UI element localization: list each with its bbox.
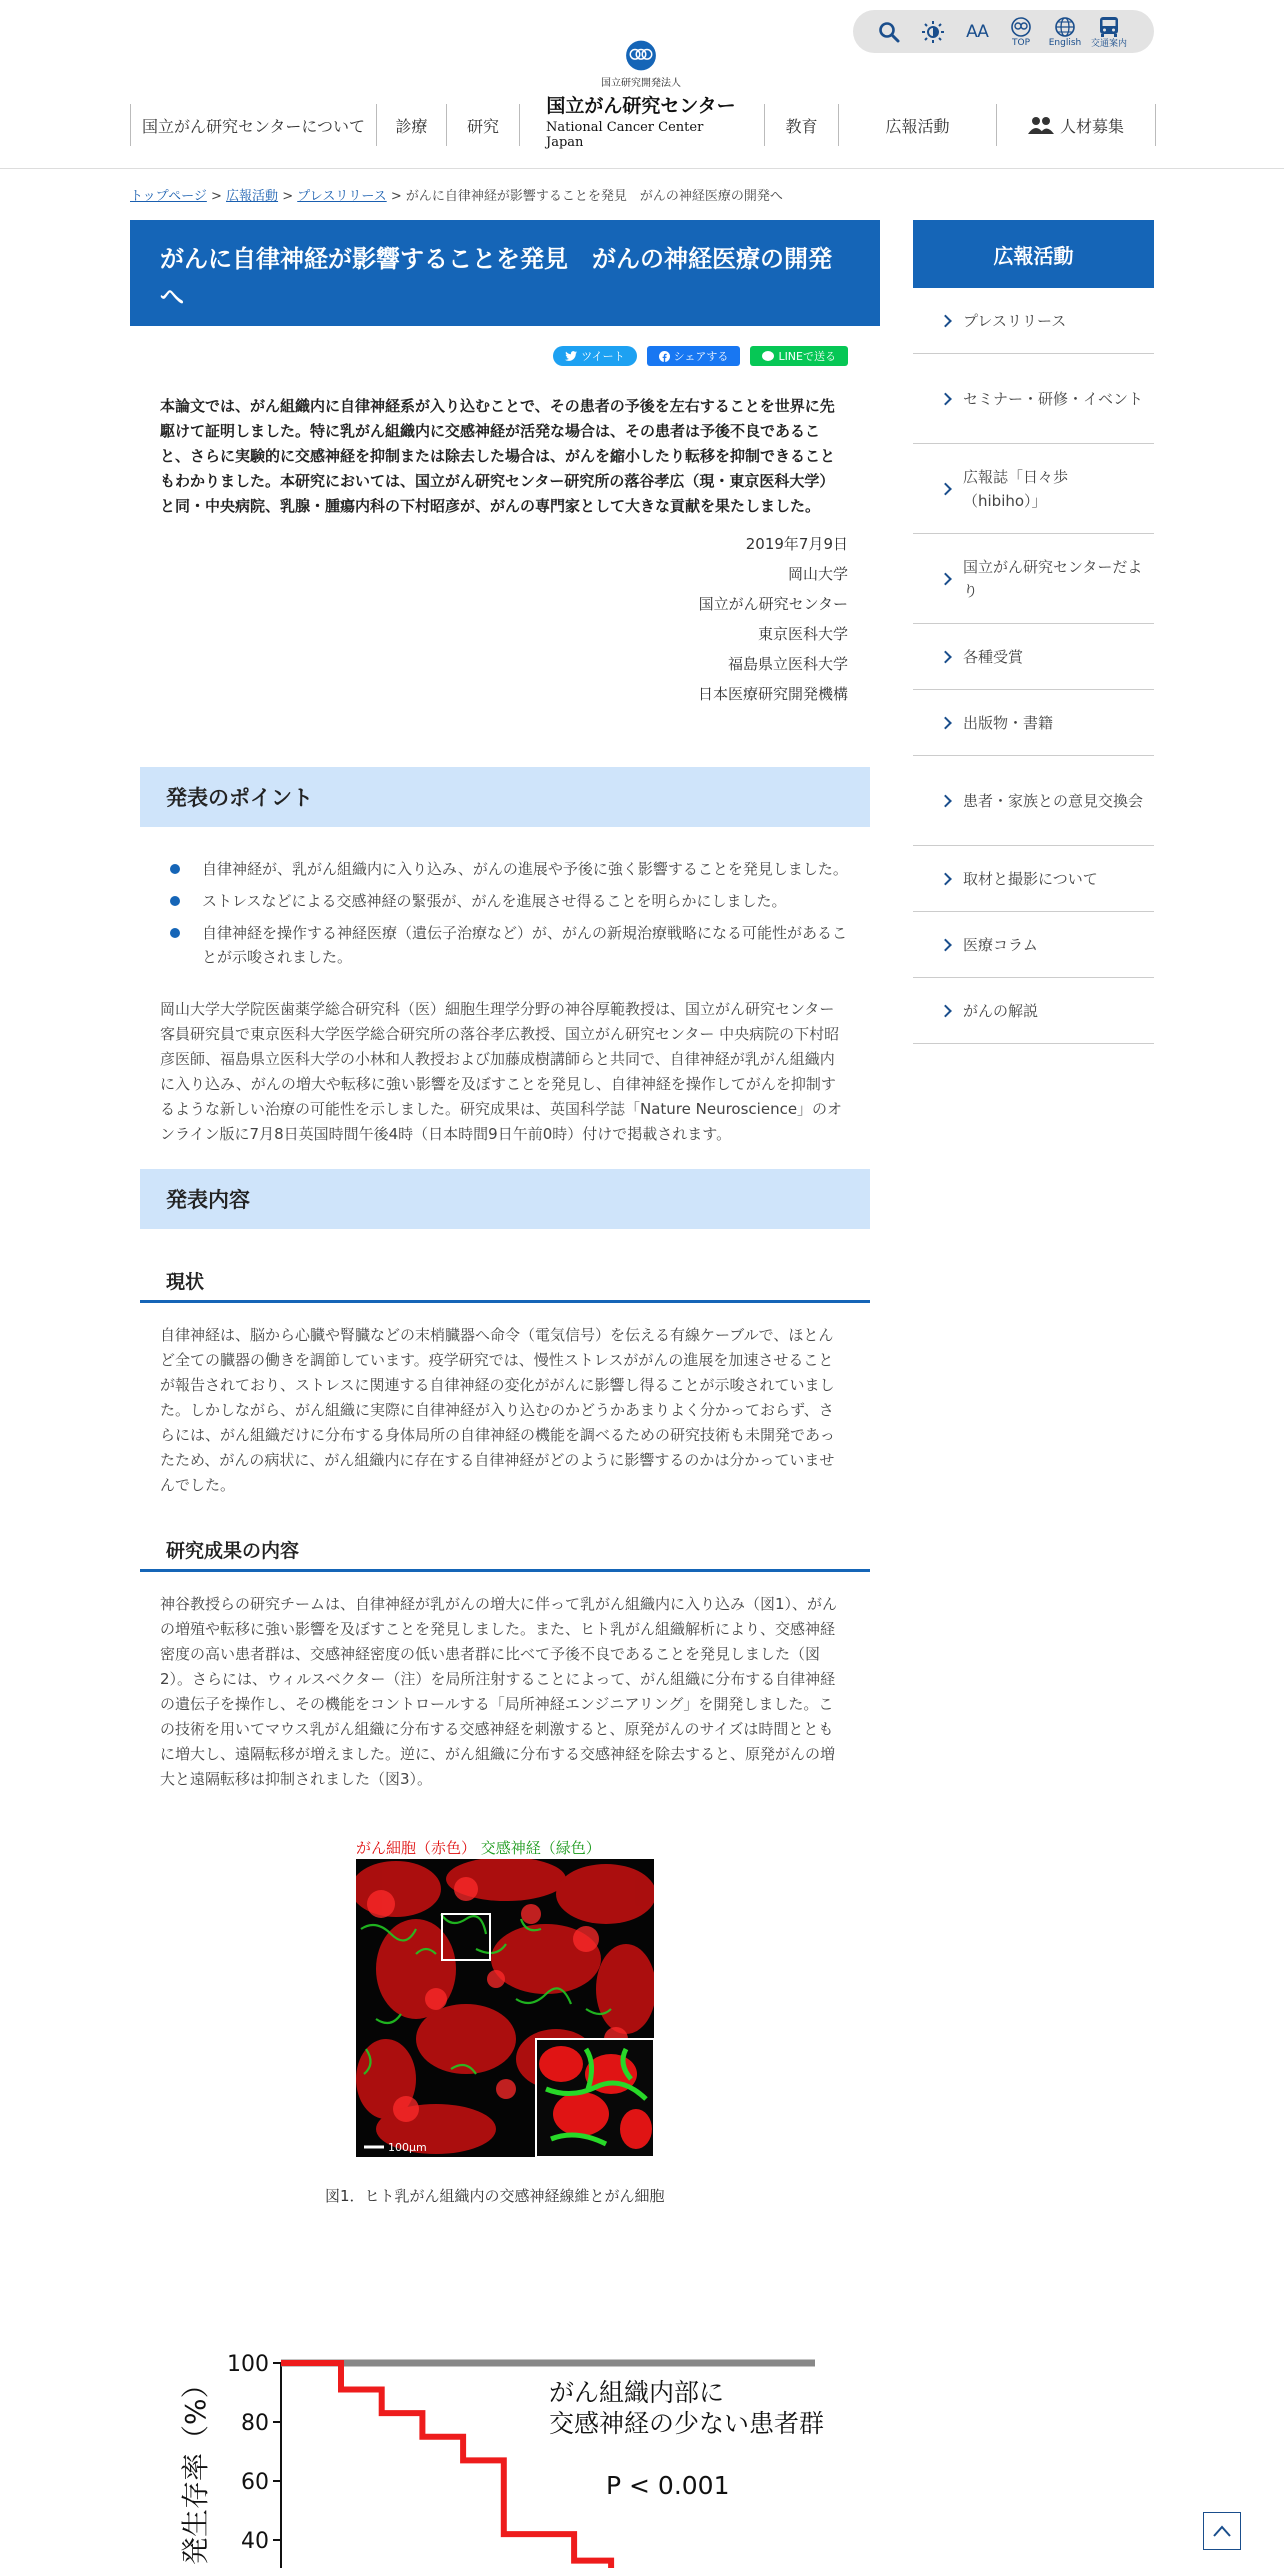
contrast-icon: [921, 20, 945, 44]
chart-legend-line1: がん組織内部に: [549, 2378, 725, 2407]
english-label: English: [1048, 37, 1082, 48]
release-date: 2019年7月9日: [745, 535, 848, 553]
page-title: がんに自律神経が影響することを発見 がんの神経医療の開発へ: [130, 220, 880, 326]
page-top-button[interactable]: [1203, 2512, 1241, 2550]
chart-p-value: P < 0.001: [606, 2471, 730, 2500]
sidebar: [913, 220, 1154, 1044]
access-link[interactable]: [1087, 10, 1131, 53]
sidebar-item-column[interactable]: 医療コラム: [913, 912, 1154, 978]
nav-research[interactable]: 研究: [446, 104, 520, 146]
survival-chart: [165, 2330, 885, 2568]
facebook-icon: [659, 351, 670, 362]
breadcrumb-home[interactable]: トップページ: [130, 189, 207, 204]
share-buttons: [130, 346, 880, 366]
logo-mark-icon: [613, 40, 669, 71]
site-logo[interactable]: [546, 40, 736, 150]
breadcrumb-current: がんに自律神経が影響することを発見 がんの神経医療の開発へ: [405, 189, 783, 204]
status-text: 自律神経は、脳から心臓や腎臓などの末梢臓器へ命令（電気信号）を伝える有線ケーブルで、ほとんど全ての臓器の働きを調節しています。疫学研究では、慢性ストレスががんの進展を加速させることが報告されており、ストレスに関連する自律神経の変化ががんに影響し得ることが示唆されていました。しかしながら、がん組織に実際に自律神経が入り込むのかどうかあまりよく分かっておらず、さらには、がん組織だけに分布する身体局所の自律神経の機能を調べるための研究技術も未開発であったため、がんの病状に、がん組織内に存在する自律神経がどのように影響するのかは分かっていませんでした。: [160, 1326, 835, 1494]
y-tick-label: 100: [227, 2352, 269, 2377]
list-item: 自律神経が、乳がん組織内に入り込み、がんの進展や予後に強く影響することを発見しました。: [170, 857, 848, 881]
access-label: 交通案内: [1090, 38, 1127, 49]
people-icon: [1028, 116, 1054, 134]
org-name: 岡山大学: [787, 565, 848, 583]
y-axis-label: 発生存率（%）: [179, 2370, 212, 2565]
status-heading: 現状: [140, 1267, 870, 1303]
font-size-button[interactable]: [955, 10, 999, 53]
logo-sub: 国立研究開発法人: [601, 78, 681, 89]
header-divider: [0, 168, 1284, 169]
facebook-label: シェアする: [673, 350, 729, 363]
top-label: TOP: [1011, 37, 1030, 48]
figure-1-label-red: がん細胞（赤色）: [356, 1839, 477, 1857]
main-content: [130, 220, 880, 2217]
breadcrumb-press[interactable]: プレスリリース: [297, 189, 387, 204]
logo-en: National Cancer Center Japan: [546, 120, 704, 150]
chart-legend-line2: 交感神経の少ない患者群: [549, 2409, 825, 2438]
org-name: 国立がん研究センター: [698, 595, 848, 613]
sidebar-item-patient-dialogue[interactable]: 患者・家族との意見交換会: [913, 756, 1154, 846]
facebook-share-button[interactable]: [647, 346, 741, 366]
tweet-button[interactable]: [553, 346, 636, 366]
content-heading: 発表内容: [140, 1169, 870, 1229]
globe-icon: [1054, 16, 1076, 38]
figure-1-labels: [356, 1837, 601, 1858]
y-tick-label: 60: [241, 2470, 269, 2495]
breadcrumb-sep: >: [390, 189, 402, 204]
release-orgs: [130, 529, 848, 709]
points-heading: 発表のポイント: [140, 767, 870, 827]
nav-recruit[interactable]: [996, 104, 1156, 146]
sidebar-heading: 広報活動: [913, 220, 1154, 288]
sidebar-item-media[interactable]: 取材と撮影について: [913, 846, 1154, 912]
list-item: 自律神経を操作する神経医療（遺伝子治療など）が、がんの新規治療戦略になる可能性があることが示唆されました。: [170, 921, 848, 969]
english-link[interactable]: [1043, 10, 1087, 53]
global-nav-right: [764, 104, 1156, 146]
figure-1-caption: 図1．ヒト乳がん組織内の交感神経線維とがん細胞: [325, 2187, 665, 2205]
sidebar-item-cancer-info[interactable]: がんの解説: [913, 978, 1154, 1044]
global-nav-left: [130, 104, 520, 146]
search-button[interactable]: [867, 10, 911, 53]
points-list: [170, 857, 848, 969]
nav-about[interactable]: 国立がん研究センターについて: [130, 104, 376, 146]
list-item: ストレスなどによる交感神経の緊張が、がんを進展させ得ることを明らかにしました。: [170, 889, 848, 913]
nav-pr[interactable]: 広報活動: [838, 104, 996, 146]
breadcrumb-sep: >: [210, 189, 222, 204]
nav-recruit-label: 人材募集: [1059, 116, 1124, 136]
utility-bar: [853, 10, 1154, 53]
sidebar-item-press[interactable]: プレスリリース: [913, 288, 1154, 354]
lead-text: 本論文では、がん組織内に自律神経系が入り込むことで、その患者の予後を左右することを世界に先駆けて証明しました。特に乳がん組織内に交感神経が活発な場合は、その患者は予後不良であること、さらに実験的に交感神経を抑制または除去した場合は、がんを縮小したり転移を抑制できることもわかりました。本研究においては、国立がん研究センター研究所の落谷孝広（現・東京医科大学）と同・中央病院、乳腺・腫瘍内科の下村昭彦が、がんの専門家として大きな貢献を果たしました。: [160, 397, 836, 515]
contrast-button[interactable]: [911, 10, 955, 53]
home-icon: [1010, 16, 1032, 38]
logo-jp: 国立がん研究センター: [546, 95, 736, 117]
line-icon: [762, 351, 774, 362]
top-link[interactable]: [999, 10, 1043, 53]
scale-bar-label: 100μm: [388, 2141, 427, 2154]
sidebar-item-seminar[interactable]: セミナー・研修・イベント: [913, 354, 1154, 444]
org-name: 福島県立医科大学: [727, 655, 848, 673]
line-label: LINEで送る: [778, 350, 836, 363]
results-text: 神谷教授らの研究チームは、自律神経が乳がんの増大に伴って乳がん組織内に入り込み（図1）、がんの増殖や転移に強い影響を及ぼすことを発見しました。また、ヒト乳がん組織解析により、交感神経密度の高い患者群は、交感神経密度の低い患者群に比べて予後不良であることを発見しました（図2）。さらには、ウィルスベクター（注）を局所注射することによって、がん組織に分布する自律神経の遺伝子を操作し、その機能をコントロールする「局所神経エンジニアリング」を開発しました。この技術を用いてマウス乳がん組織に分布する交感神経を刺激すると、原発がんのサイズは時間とともに増大し、遠隔転移が増えました。逆に、がん組織に分布する交感神経を除去すると、原発がんの増大と遠隔転移は抑制されました（図3）。: [160, 1595, 838, 1788]
font-size-label: AA: [966, 21, 988, 42]
nav-clinic[interactable]: 診療: [376, 104, 446, 146]
search-icon: [877, 20, 901, 44]
summary-text: 岡山大学大学院医歯薬学総合研究科（医）細胞生理学分野の神谷厚範教授は、国立がん研究センター客員研究員で東京医科大学医学総合研究所の落谷孝広教授、国立がん研究センター 中央病院の下村昭彦医師、福島県立医科大学の小林和人教授および加藤成樹講師らと共同で、自律神経が乳がん組織内に入り込み、がんの増大や転移に強い影響を及ぼすことを発見し、自律神経を操作してがんを抑制するような新しい治療の可能性を示しました。研究成果は、英国科学誌「Nature Neuroscience」のオンライン版に7月8日英国時間午後4時（日本時間9日午前0時）付けで掲載されます。: [160, 1000, 843, 1143]
chevron-up-icon: [1212, 2524, 1232, 2538]
micrograph-image: [356, 1859, 654, 2157]
figure-1-label-green: 交感神経（緑色）: [480, 1839, 601, 1857]
tweet-label: ツイート: [581, 350, 625, 363]
line-share-button[interactable]: [750, 346, 848, 366]
breadcrumb: [130, 185, 783, 204]
y-tick-label: 80: [241, 2411, 269, 2436]
sidebar-item-publications[interactable]: 出版物・書籍: [913, 690, 1154, 756]
breadcrumb-sep: >: [282, 189, 294, 204]
twitter-icon: [565, 351, 577, 361]
bus-icon: [1097, 15, 1121, 39]
y-tick-label: 40: [241, 2529, 269, 2554]
nav-education[interactable]: 教育: [764, 104, 838, 146]
sidebar-item-hibiho[interactable]: 広報誌「日々歩（hibiho）」: [913, 444, 1154, 534]
org-name: 東京医科大学: [757, 625, 848, 643]
sidebar-item-awards[interactable]: 各種受賞: [913, 624, 1154, 690]
results-heading: 研究成果の内容: [140, 1536, 870, 1572]
org-name: 日本医療研究開発機構: [697, 685, 848, 703]
breadcrumb-pr[interactable]: 広報活動: [226, 189, 279, 204]
sidebar-item-letter[interactable]: 国立がん研究センターだより: [913, 534, 1154, 624]
figure-1: [130, 1837, 880, 2217]
